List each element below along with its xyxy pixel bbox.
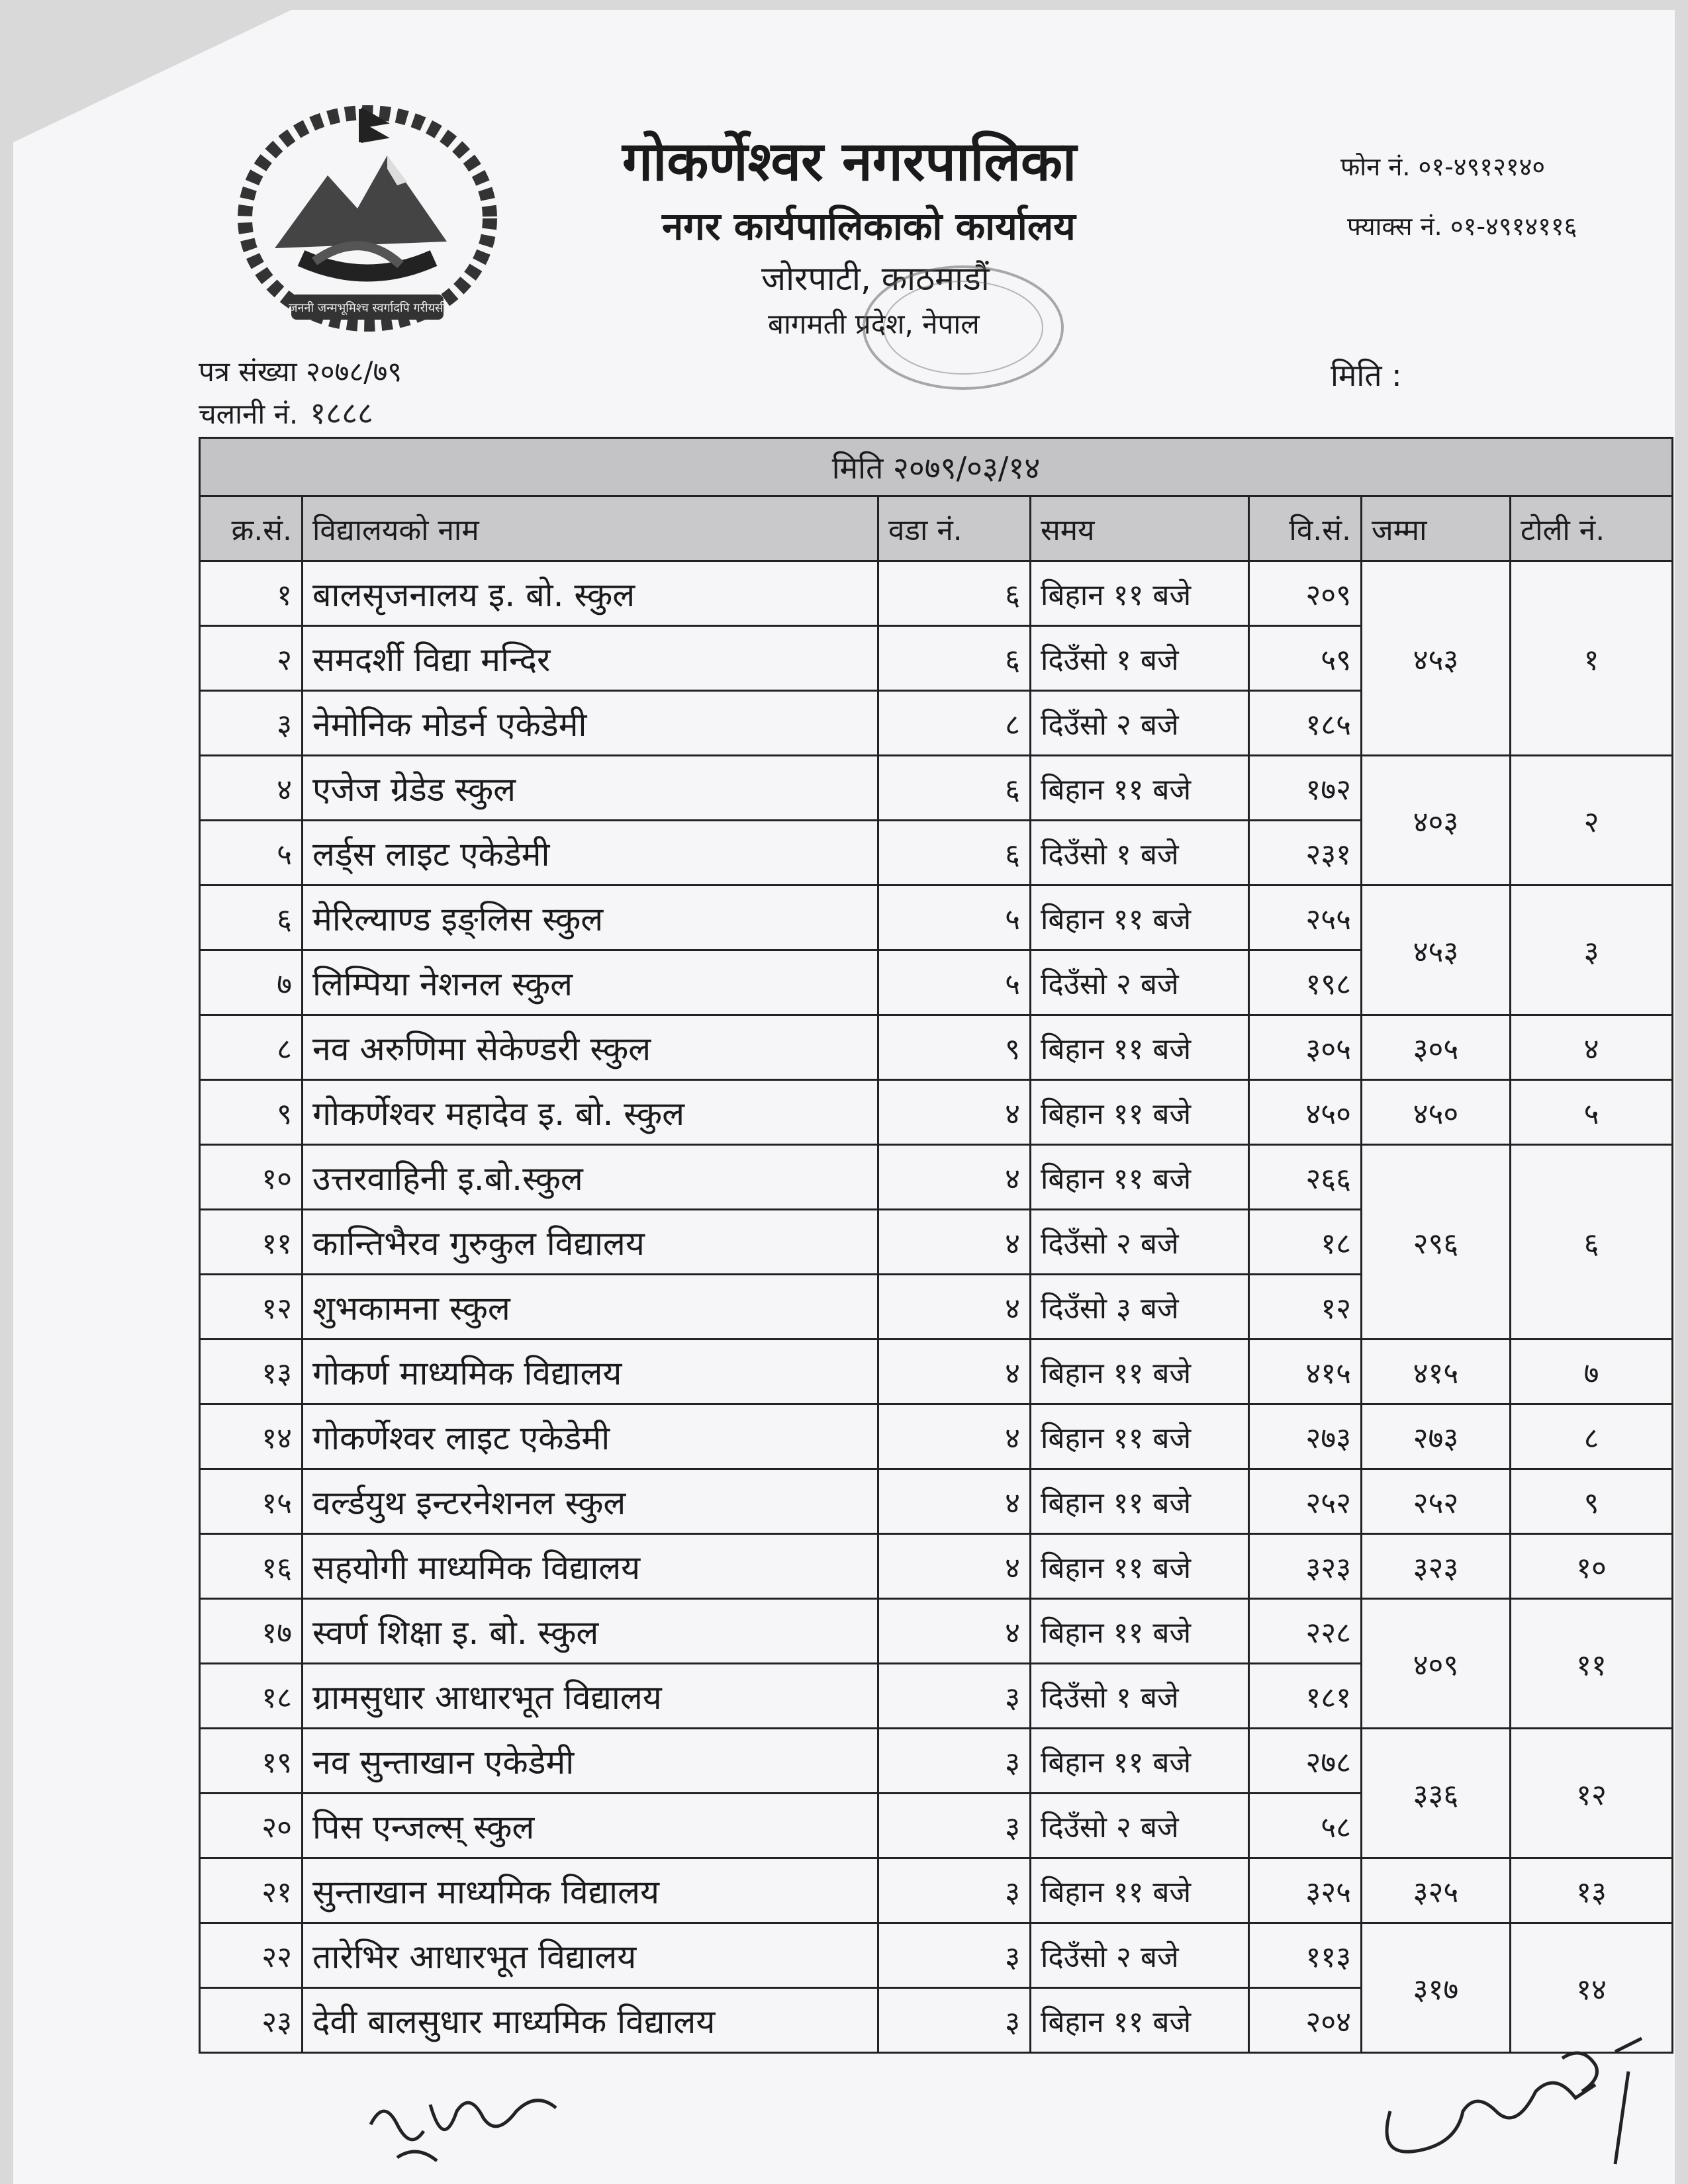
row-time: दिउँसो २ बजे (1031, 950, 1249, 1015)
row-serial: २२ (200, 1923, 303, 1988)
row-students: २७३ (1249, 1404, 1362, 1469)
row-time: बिहान ११ बजे (1031, 1729, 1249, 1794)
svg-text:जननी जन्मभूमिश्च स्वर्गादपि गर: जननी जन्मभूमिश्च स्वर्गादपि गरीयसी (289, 301, 446, 315)
row-time: बिहान ११ बजे (1031, 1534, 1249, 1599)
row-ward: ३ (878, 1794, 1031, 1858)
row-ward: ४ (878, 1340, 1031, 1404)
row-ward: ८ (878, 691, 1031, 756)
row-ward: ४ (878, 1210, 1031, 1275)
col-time: समय (1031, 496, 1249, 561)
row-students: ४५० (1249, 1080, 1362, 1145)
row-time: दिउँसो २ बजे (1031, 691, 1249, 756)
row-ward: ६ (878, 626, 1031, 691)
row-students: ४१५ (1249, 1340, 1362, 1404)
row-time: बिहान ११ बजे (1031, 886, 1249, 950)
row-school-name: ग्रामसुधार आधारभूत विद्यालय (303, 1664, 878, 1729)
row-serial: १९ (200, 1729, 303, 1794)
row-ward: ४ (878, 1534, 1031, 1599)
row-students: २०४ (1249, 1988, 1362, 2053)
row-students: १८५ (1249, 691, 1362, 756)
signature-right-icon (1364, 2032, 1668, 2177)
signature-left-icon (357, 2071, 609, 2177)
row-serial: २१ (200, 1858, 303, 1923)
row-students: २३१ (1249, 821, 1362, 886)
row-time: दिउँसो २ बजे (1031, 1210, 1249, 1275)
phone-number: फोन नं. ०१-४९१२१४० (1340, 152, 1546, 181)
row-students: ५९ (1249, 626, 1362, 691)
table-row (200, 1729, 1673, 1794)
row-ward: ४ (878, 1080, 1031, 1145)
row-ward: ६ (878, 756, 1031, 821)
date-row (200, 438, 1673, 496)
dispatch-handwritten-value: १८८८ (310, 395, 373, 431)
team-number: १३ (1511, 1858, 1673, 1923)
row-school-name: स्वर्ण शिक्षा इ. बो. स्कुल (303, 1599, 878, 1664)
row-ward: ९ (878, 1015, 1031, 1080)
row-time: दिउँसो २ बजे (1031, 1794, 1249, 1858)
header-row (200, 496, 1673, 561)
row-school-name: नेमोनिक मोडर्न एकेडेमी (303, 691, 878, 756)
row-school-name: गोकर्णेश्वर लाइट एकेडेमी (303, 1404, 878, 1469)
row-ward: ३ (878, 1988, 1031, 2053)
row-ward: ३ (878, 1923, 1031, 1988)
table-row (200, 1404, 1673, 1469)
col-school-name: विद्यालयको नाम (303, 496, 878, 561)
table-row (200, 1534, 1673, 1599)
row-ward: ४ (878, 1275, 1031, 1340)
team-number: ६ (1511, 1145, 1673, 1340)
row-serial: २ (200, 626, 303, 691)
row-ward: ५ (878, 950, 1031, 1015)
row-serial: ९ (200, 1080, 303, 1145)
row-students: १८ (1249, 1210, 1362, 1275)
team-number: ५ (1511, 1080, 1673, 1145)
row-students: २५२ (1249, 1469, 1362, 1534)
row-serial: १५ (200, 1469, 303, 1534)
row-serial: १२ (200, 1275, 303, 1340)
group-total: ३२३ (1362, 1534, 1511, 1599)
row-ward: ३ (878, 1858, 1031, 1923)
row-serial: १८ (200, 1664, 303, 1729)
row-school-name: सहयोगी माध्यमिक विद्यालय (303, 1534, 878, 1599)
row-school-name: उत्तरवाहिनी इ.बो.स्कुल (303, 1145, 878, 1210)
group-total: २७३ (1362, 1404, 1511, 1469)
row-time: बिहान ११ बजे (1031, 1858, 1249, 1923)
row-students: २२८ (1249, 1599, 1362, 1664)
row-school-name: कान्तिभैरव गुरुकुल विद्यालय (303, 1210, 878, 1275)
table-row (200, 1469, 1673, 1534)
table-row (200, 561, 1673, 626)
row-serial: २३ (200, 1988, 303, 2053)
row-students: १९८ (1249, 950, 1362, 1015)
row-time: बिहान ११ बजे (1031, 1599, 1249, 1664)
group-total: ३३६ (1362, 1729, 1511, 1858)
fax-number: फ्याक्स नं. ०१-४९१४११६ (1347, 212, 1577, 241)
row-school-name: शुभकामना स्कुल (303, 1275, 878, 1340)
row-school-name: लिम्पिया नेशनल स्कुल (303, 950, 878, 1015)
date-label: मिति : (1331, 357, 1402, 393)
row-school-name: तारेभिर आधारभूत विद्यालय (303, 1923, 878, 1988)
row-serial: १३ (200, 1340, 303, 1404)
group-total: २५२ (1362, 1469, 1511, 1534)
group-total: ३१७ (1362, 1923, 1511, 2053)
row-serial: १ (200, 561, 303, 626)
row-serial: ११ (200, 1210, 303, 1275)
row-time: बिहान ११ बजे (1031, 756, 1249, 821)
row-school-name: गोकर्ण माध्यमिक विद्यालय (303, 1340, 878, 1404)
row-students: २५५ (1249, 886, 1362, 950)
row-ward: ३ (878, 1729, 1031, 1794)
row-students: ३२३ (1249, 1534, 1362, 1599)
row-ward: ४ (878, 1404, 1031, 1469)
row-time: बिहान ११ बजे (1031, 1080, 1249, 1145)
office-location: जोरपाटी, काठमाडौं (761, 259, 990, 298)
table-row (200, 1015, 1673, 1080)
row-serial: ७ (200, 950, 303, 1015)
col-team: टोली नं. (1511, 496, 1673, 561)
row-serial: ६ (200, 886, 303, 950)
team-number: २ (1511, 756, 1673, 886)
row-students: १२ (1249, 1275, 1362, 1340)
team-number: १२ (1511, 1729, 1673, 1858)
team-number: ८ (1511, 1404, 1673, 1469)
row-students: २७८ (1249, 1729, 1362, 1794)
row-time: बिहान ११ बजे (1031, 1988, 1249, 2053)
row-students: ५८ (1249, 1794, 1362, 1858)
row-time: बिहान ११ बजे (1031, 1340, 1249, 1404)
row-school-name: समदर्शी विद्या मन्दिर (303, 626, 878, 691)
row-students: ११३ (1249, 1923, 1362, 1988)
group-total: ४५० (1362, 1080, 1511, 1145)
row-school-name: नव अरुणिमा सेकेण्डरी स्कुल (303, 1015, 878, 1080)
table-row (200, 756, 1673, 821)
table-row (200, 1923, 1673, 1988)
team-number: ३ (1511, 886, 1673, 1015)
table-row (200, 1340, 1673, 1404)
row-time: दिउँसो २ बजे (1031, 1923, 1249, 1988)
office-name: नगर कार्यपालिकाको कार्यालय (662, 204, 1076, 249)
row-time: बिहान ११ बजे (1031, 1469, 1249, 1534)
row-time: बिहान ११ बजे (1031, 561, 1249, 626)
row-school-name: नव सुन्ताखान एकेडेमी (303, 1729, 878, 1794)
row-serial: ४ (200, 756, 303, 821)
row-students: ३२५ (1249, 1858, 1362, 1923)
office-stamp-icon (854, 258, 1072, 397)
page-title: गोकर्णेश्वर नगरपालिका (622, 130, 1077, 193)
row-time: दिउँसो ३ बजे (1031, 1275, 1249, 1340)
table-date: मिति २०७९/०३/१४ (200, 438, 1673, 496)
group-total: ४५३ (1362, 886, 1511, 1015)
row-time: बिहान ११ बजे (1031, 1404, 1249, 1469)
group-total: ३२५ (1362, 1858, 1511, 1923)
table-row (200, 1858, 1673, 1923)
row-school-name: गोकर्णेश्वर महादेव इ. बो. स्कुल (303, 1080, 878, 1145)
row-serial: ५ (200, 821, 303, 886)
row-serial: १७ (200, 1599, 303, 1664)
team-number: १ (1511, 561, 1673, 756)
row-ward: ४ (878, 1469, 1031, 1534)
row-time: बिहान ११ बजे (1031, 1015, 1249, 1080)
group-total: ४१५ (1362, 1340, 1511, 1404)
row-school-name: वर्ल्डयुथ इन्टरनेशनल स्कुल (303, 1469, 878, 1534)
team-number: ९ (1511, 1469, 1673, 1534)
row-students: ३०५ (1249, 1015, 1362, 1080)
row-serial: २० (200, 1794, 303, 1858)
row-serial: ८ (200, 1015, 303, 1080)
row-school-name: पिस एन्जल्स् स्कुल (303, 1794, 878, 1858)
team-number: ४ (1511, 1015, 1673, 1080)
group-total: ३०५ (1362, 1015, 1511, 1080)
row-time: दिउँसो १ बजे (1031, 821, 1249, 886)
team-number: १० (1511, 1534, 1673, 1599)
dispatch-label: चलानी नं. (199, 398, 299, 430)
table-row (200, 886, 1673, 950)
row-school-name: बालसृजनालय इ. बो. स्कुल (303, 561, 878, 626)
row-ward: ५ (878, 886, 1031, 950)
row-school-name: देवी बालसुधार माध्यमिक विद्यालय (303, 1988, 878, 2053)
row-ward: ३ (878, 1664, 1031, 1729)
row-school-name: एजेज ग्रेडेड स्कुल (303, 756, 878, 821)
row-students: २६६ (1249, 1145, 1362, 1210)
letter-number: पत्र संख्या २०७८/७९ (199, 355, 402, 388)
row-time: दिउँसो १ बजे (1031, 626, 1249, 691)
row-serial: १६ (200, 1534, 303, 1599)
row-students: १७२ (1249, 756, 1362, 821)
team-number: ७ (1511, 1340, 1673, 1404)
row-ward: ४ (878, 1599, 1031, 1664)
group-total: ४५३ (1362, 561, 1511, 756)
row-time: बिहान ११ बजे (1031, 1145, 1249, 1210)
table-row (200, 1080, 1673, 1145)
col-ward: वडा नं. (878, 496, 1031, 561)
row-ward: ४ (878, 1145, 1031, 1210)
row-serial: १० (200, 1145, 303, 1210)
office-province: बागमती प्रदेश, नेपाल (768, 308, 980, 340)
col-students: वि.सं. (1249, 496, 1362, 561)
row-ward: ६ (878, 821, 1031, 886)
row-serial: १४ (200, 1404, 303, 1469)
row-students: २०९ (1249, 561, 1362, 626)
row-school-name: मेरिल्याण्ड इङ्लिस स्कुल (303, 886, 878, 950)
dispatch-number (199, 392, 373, 433)
row-school-name: सुन्ताखान माध्यमिक विद्यालय (303, 1858, 878, 1923)
row-ward: ६ (878, 561, 1031, 626)
group-total: ४०३ (1362, 756, 1511, 886)
row-students: १८१ (1249, 1664, 1362, 1729)
row-school-name: लर्ड्स लाइट एकेडेमी (303, 821, 878, 886)
team-number: १४ (1511, 1923, 1673, 2053)
team-number: ११ (1511, 1599, 1673, 1729)
table-row (200, 1145, 1673, 1210)
table-row (200, 1599, 1673, 1664)
row-serial: ३ (200, 691, 303, 756)
row-time: दिउँसो १ बजे (1031, 1664, 1249, 1729)
group-total: २९६ (1362, 1145, 1511, 1340)
col-total: जम्मा (1362, 496, 1511, 561)
col-serial: क्र.सं. (200, 496, 303, 561)
group-total: ४०९ (1362, 1599, 1511, 1729)
nepal-emblem-icon (228, 96, 506, 334)
schedule-table (199, 437, 1673, 2054)
